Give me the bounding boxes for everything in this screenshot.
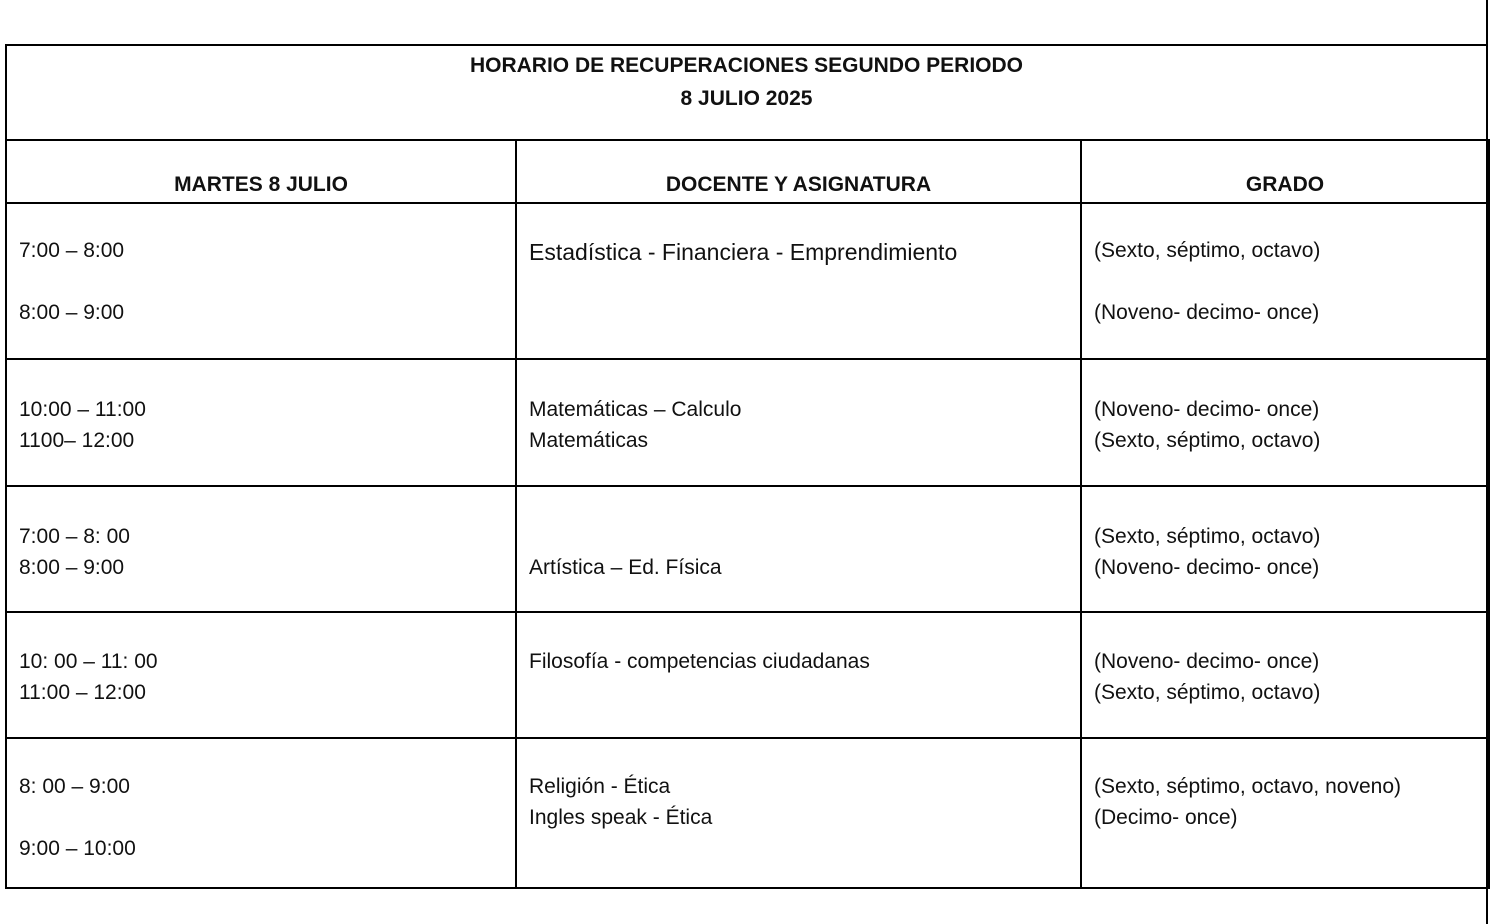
header-day: MARTES 8 JULIO — [6, 140, 516, 203]
time-slot: 8: 00 – 9:00 — [19, 775, 130, 798]
subject-name: Artística – Ed. Física — [529, 556, 722, 579]
grade-text: (Noveno- decimo- once) — [1094, 301, 1320, 324]
subject-cell — [516, 359, 1081, 486]
time-cell — [6, 203, 516, 359]
time-cell — [6, 612, 516, 738]
grade-cell — [1081, 359, 1489, 486]
table-row — [6, 359, 1489, 486]
grade-text: (Sexto, séptimo, octavo) — [1094, 429, 1321, 452]
table-row — [6, 203, 1489, 359]
schedule-title-box — [5, 44, 1488, 140]
time-slot: 1100– 12:00 — [19, 429, 135, 452]
table-row — [6, 612, 1489, 738]
grade-text: (Sexto, séptimo, octavo) — [1094, 239, 1321, 262]
subject-name: Filosofía - competencias ciudadanas — [529, 650, 870, 673]
grade-cell — [1081, 486, 1489, 612]
time-slot: 7:00 – 8:00 — [19, 239, 125, 262]
subject-cell — [516, 486, 1081, 612]
grade-cell — [1081, 612, 1489, 738]
time-cell — [6, 486, 516, 612]
grade-text: (Decimo- once) — [1094, 806, 1238, 829]
grade-text: (Sexto, séptimo, octavo, noveno) — [1094, 775, 1401, 798]
time-cell — [6, 359, 516, 486]
time-cell — [6, 738, 516, 888]
subject-cell — [516, 203, 1081, 359]
time-slot: 7:00 – 8: 00 — [19, 525, 130, 548]
grade-text: (Noveno- decimo- once) — [1094, 398, 1320, 421]
time-slot: 8:00 – 9:00 — [19, 556, 125, 579]
subject-cell — [516, 612, 1081, 738]
subject-cell — [516, 738, 1081, 888]
table-row — [6, 738, 1489, 888]
grade-text: (Noveno- decimo- once) — [1094, 556, 1320, 579]
subject-name: Matemáticas – Calculo — [529, 398, 742, 421]
time-slot: 10: 00 – 11: 00 — [19, 650, 158, 673]
schedule-table — [5, 139, 1490, 889]
subject-name: Religión - Ética — [529, 775, 671, 798]
subject-name: Matemáticas — [529, 429, 649, 452]
header-teacher-subject: DOCENTE Y ASIGNATURA — [516, 140, 1081, 203]
grade-cell — [1081, 738, 1489, 888]
subject-name: Estadística - Financiera - Emprendimiento — [529, 239, 958, 265]
time-slot: 10:00 – 11:00 — [19, 398, 146, 421]
time-slot: 11:00 – 12:00 — [19, 681, 146, 704]
grade-cell — [1081, 203, 1489, 359]
schedule-title: HORARIO DE RECUPERACIONES SEGUNDO PERIODO — [469, 54, 1024, 77]
schedule-date: 8 JULIO 2025 — [680, 87, 813, 110]
time-slot: 8:00 – 9:00 — [19, 301, 125, 324]
grade-text: (Noveno- decimo- once) — [1094, 650, 1320, 673]
time-slot: 9:00 – 10:00 — [19, 837, 136, 860]
header-grade: GRADO — [1081, 140, 1489, 203]
table-row — [6, 486, 1489, 612]
grade-text: (Sexto, séptimo, octavo) — [1094, 525, 1321, 548]
grade-text: (Sexto, séptimo, octavo) — [1094, 681, 1321, 704]
table-header-row — [6, 140, 1489, 203]
subject-name: Ingles speak - Ética — [529, 806, 713, 829]
